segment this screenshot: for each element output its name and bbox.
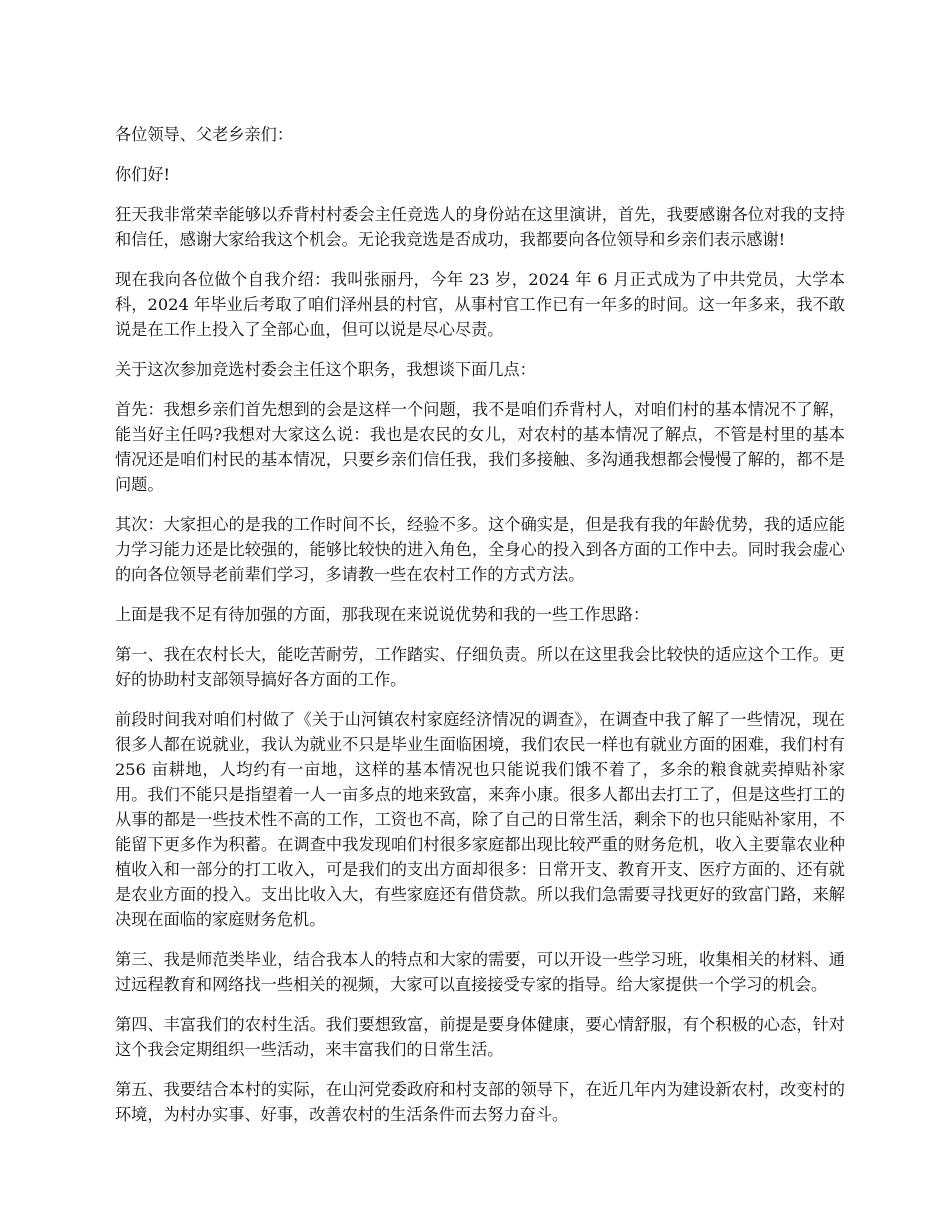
plan-five-paragraph: 第五、我要结合本村的实际，在山河党委政府和村支部的领导下，在近几年内为建设新农村，改变村的环境，为村办实事、好事，改善农村的生活条件而去努力奋斗。	[115, 1080, 845, 1124]
self-introduction-paragraph: 现在我向各位做个自我介绍：我叫张丽丹，今年 23 岁，2024 年 6 月正式成为了中共党员，大学本科，2024 年毕业后考取了咱们泽州县的村官，从事村官工作已有一年多的时间。这一年多来，我不敢说是在工作上投入了全部心血，但可以说是尽心尽责。	[115, 270, 845, 339]
plan-one-paragraph: 第一、我在农村长大，能吃苦耐劳，工作踏实、仔细负责。所以在这里我会比较快的适应这个工作。更好的协助村支部领导搞好各方面的工作。	[115, 645, 845, 689]
speech-body	[115, 122, 845, 1142]
point-first-paragraph: 首先：我想乡亲们首先想到的会是这样一个问题，我不是咱们乔背村人，对咱们村的基本情况不了解，能当好主任吗?我想对大家这么说：我也是农民的女儿，对农村的基本情况了解点，不管是村里的基本情况还是咱们村民的基本情况，只要乡亲们信任我，我们多接触、多沟通我想都会慢慢了解的，都不是问题。	[115, 400, 845, 494]
plan-four-paragraph: 第四、丰富我们的农村生活。我们要想致富，前提是要身体健康，要心情舒服，有个积极的心态，针对这个我会定期组织一些活动，来丰富我们的日常生活。	[115, 1015, 845, 1059]
salutation: 各位领导、父老乡亲们：	[115, 125, 294, 144]
point-second-paragraph: 其次：大家担心的是我的工作时间不长，经验不多。这个确实是，但是我有我的年龄优势，我的适应能力学习能力还是比较强的，能够比较快的进入角色，全身心的投入到各方面的工作中去。同时我会虚心的向各位领导老前辈们学习，多请教一些在农村工作的方式方法。	[115, 515, 845, 584]
greeting: 你们好!	[115, 165, 171, 184]
topic-intro-paragraph: 关于这次参加竞选村委会主任这个职务，我想谈下面几点：	[115, 360, 536, 379]
opening-paragraph: 狂天我非常荣幸能够以乔背村村委会主任竞选人的身份站在这里演讲，首先，我要感谢各位对我的支持和信任，感谢大家给我这个机会。无论我竞选是否成功，我都要向各位领导和乡亲们表示感谢!	[115, 205, 845, 249]
plan-three-paragraph: 第三、我是师范类毕业，结合我本人的特点和大家的需要，可以开设一些学习班，收集相关的材料、通过远程教育和网络找一些相关的视频，大家可以直接接受专家的指导。给大家提供一个学习的机会。	[115, 950, 845, 994]
survey-paragraph: 前段时间我对咱们村做了《关于山河镇农村家庭经济情况的调查》，在调查中我了解了一些情况，现在很多人都在说就业，我认为就业不只是毕业生面临困境，我们农民一样也有就业方面的困难，我们村有 256 亩耕地，人均约有一亩地，这样的基本情况也只能说我们饿不着了，多余的粮食就卖掉贴补家用。我们不能只是指望着一人一亩多点的地来致富，来奔小康。很多人都出去打工了，但是这些打工的从事的都是一些技术性不高的工作，工资也不高，除了自己的日常生活，剩余下的也只能贴补家用，不能留下更多作为积蓄。在调查中我发现咱们村很多家庭都出现比较严重的财务危机，收入主要靠农业种植收入和一部分的打工收入，可是我们的支出方面却很多：日常开支、教育开支、医疗方面的、还有就是农业方面的投入。支出比收入大，有些家庭还有借贷款。所以我们急需要寻找更好的致富门路，来解决现在面临的家庭财务危机。	[115, 710, 845, 929]
transition-paragraph: 上面是我不足有待加强的方面，那我现在来说说优势和我的一些工作思路：	[115, 605, 650, 624]
